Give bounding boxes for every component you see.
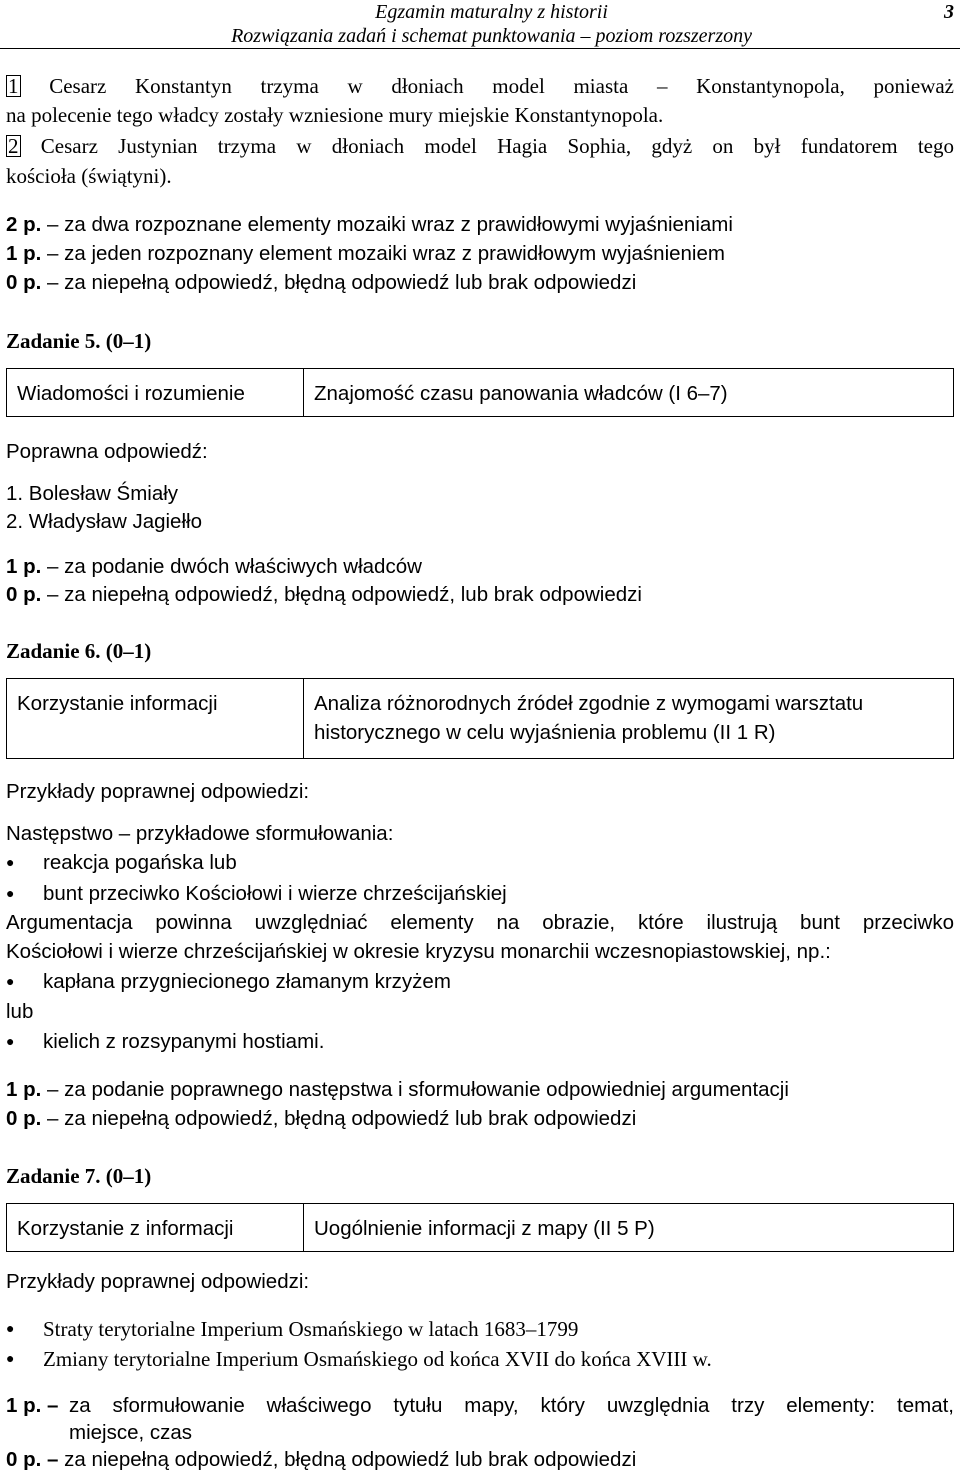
task6-argumentation-line2: Kościołowi i wierze chrześcijańskiej w okresie kryzysu monarchii wczesnopiastowskiej, np.: xyxy=(6,940,831,963)
task6-consequence-label: Następstwo – przykładowe sformułowania: xyxy=(6,822,394,845)
scoring-text: – za jeden rozpoznany element mozaiki wraz z prawidłowym wyjaśnieniem xyxy=(41,242,725,265)
list-item: ● kielich z rozsypanymi hostiami. xyxy=(6,1027,324,1056)
task7-examples-list xyxy=(6,1315,712,1374)
points: 1 p. – xyxy=(6,1394,59,1417)
task6-criteria-table xyxy=(6,678,954,759)
task5-requirement: Znajomość czasu panowania władców (I 6–7) xyxy=(304,369,954,417)
task5-criteria-table xyxy=(6,368,954,417)
item1-text: Cesarz Konstantyn trzyma w dłoniach model miasta – Konstantynopola, ponieważ xyxy=(49,74,955,98)
task7-scoring-0 xyxy=(6,1445,636,1474)
points: 0 p. xyxy=(6,271,42,294)
task6-requirement: Analiza różnorodnych źródeł zgodnie z wymogami warsztatu historycznego w celu wyjaśnienia problemu (II 1 R) xyxy=(304,679,954,759)
task5-answer-1: 1. Bolesław Śmiały xyxy=(6,482,179,505)
item1-text2: na polecenie tego władcy zostały wzniesione mury miejskie Konstantynopola. xyxy=(6,103,664,127)
header-title: Egzamin maturalny z historii xyxy=(375,1,608,23)
list-item: ● Straty terytorialne Imperium Osmańskiego w latach 1683–1799 xyxy=(6,1315,712,1344)
task4-scoring-2 xyxy=(6,210,733,239)
points: 1 p. xyxy=(6,1078,42,1101)
task7-requirement: Uogólnienie informacji z mapy (II 5 P) xyxy=(304,1204,954,1252)
list-item: ● reakcja pogańska lub xyxy=(6,848,507,877)
page-number: 3 xyxy=(944,1,954,23)
task6-examples-label: Przykłady poprawnej odpowiedzi: xyxy=(6,780,310,803)
task4-scoring-0 xyxy=(6,268,636,297)
points: 2 p. xyxy=(6,213,42,236)
task7-scoring-1 xyxy=(6,1391,58,1420)
task6-arg-list-1 xyxy=(6,967,451,996)
task4-scoring-1 xyxy=(6,239,725,268)
scoring-text: za niepełną odpowiedź, błędną odpowiedź lub brak odpowiedzi xyxy=(58,1448,637,1471)
item2-number: 2 xyxy=(8,134,19,158)
scoring-text: – za niepełną odpowiedź, błędną odpowiedź lub brak odpowiedzi xyxy=(41,1107,637,1130)
task6-or-word: lub xyxy=(6,1000,34,1023)
list-item: ● Zmiany terytorialne Imperium Osmańskiego od końca XVII do końca XVIII w. xyxy=(6,1345,712,1374)
task6-argumentation-line1: Argumentacja powinna uwzględniać elementy na obrazie, które ilustrują bunt przeciwko xyxy=(6,911,954,934)
task5-answer-label: Poprawna odpowiedź: xyxy=(6,440,208,463)
task5-scoring-0 xyxy=(6,580,642,609)
task7-examples-label: Przykłady poprawnej odpowiedzi: xyxy=(6,1270,310,1293)
header-subtitle: Rozwiązania zadań i schemat punktowania – poziom rozszerzony xyxy=(231,25,752,47)
task7-area: Korzystanie z informacji xyxy=(7,1204,304,1252)
task4-item1 xyxy=(6,72,954,101)
points: 0 p. xyxy=(6,1107,42,1130)
points: 1 p. xyxy=(6,242,42,265)
item1-number: 1 xyxy=(8,74,19,98)
scoring-text: – za podanie dwóch właściwych władców xyxy=(41,555,422,578)
task6-scoring-0 xyxy=(6,1104,636,1133)
task7-title: Zadanie 7. (0–1) xyxy=(6,1164,152,1188)
task4-item2 xyxy=(6,132,954,161)
list-item: ● bunt przeciwko Kościołowi i wierze chrześcijańskiej xyxy=(6,879,507,908)
points: 1 p. xyxy=(6,555,42,578)
task7-criteria-table xyxy=(6,1203,954,1252)
task5-scoring-1 xyxy=(6,552,422,581)
task7-scoring-1-line1: za sformułowanie właściwego tytułu mapy, który uwzględnia trzy elementy: temat, xyxy=(69,1394,954,1417)
task6-scoring-1 xyxy=(6,1075,789,1104)
scoring-text: – za niepełną odpowiedź, błędną odpowiedź, lub brak odpowiedzi xyxy=(41,583,642,606)
item2-text: Cesarz Justynian trzyma w dłoniach model Hagia Sophia, gdyż on był fundatorem tego xyxy=(40,134,954,158)
task5-answer-2: 2. Władysław Jagiełło xyxy=(6,510,202,533)
scoring-text: – za podanie poprawnego następstwa i sformułowanie odpowiedniej argumentacji xyxy=(41,1078,789,1101)
task6-consequence-list xyxy=(6,848,507,908)
task5-title: Zadanie 5. (0–1) xyxy=(6,329,152,353)
task6-area: Korzystanie informacji xyxy=(7,679,304,759)
page-header xyxy=(231,0,752,48)
item2-text2: kościoła (świątyni). xyxy=(6,164,172,188)
list-item: ● kapłana przygniecionego złamanym krzyżem xyxy=(6,967,451,996)
task5-area: Wiadomości i rozumienie xyxy=(7,369,304,417)
task6-title: Zadanie 6. (0–1) xyxy=(6,639,152,663)
points: 0 p. – xyxy=(6,1448,59,1471)
header-divider xyxy=(0,48,960,49)
points: 0 p. xyxy=(6,583,42,606)
task6-arg-list-2 xyxy=(6,1027,324,1056)
task7-scoring-1-line2: miejsce, czas xyxy=(69,1421,193,1444)
scoring-text: – za dwa rozpoznane elementy mozaiki wraz z prawidłowymi wyjaśnieniami xyxy=(41,213,733,236)
scoring-text: – za niepełną odpowiedź, błędną odpowiedź lub brak odpowiedzi xyxy=(41,271,637,294)
